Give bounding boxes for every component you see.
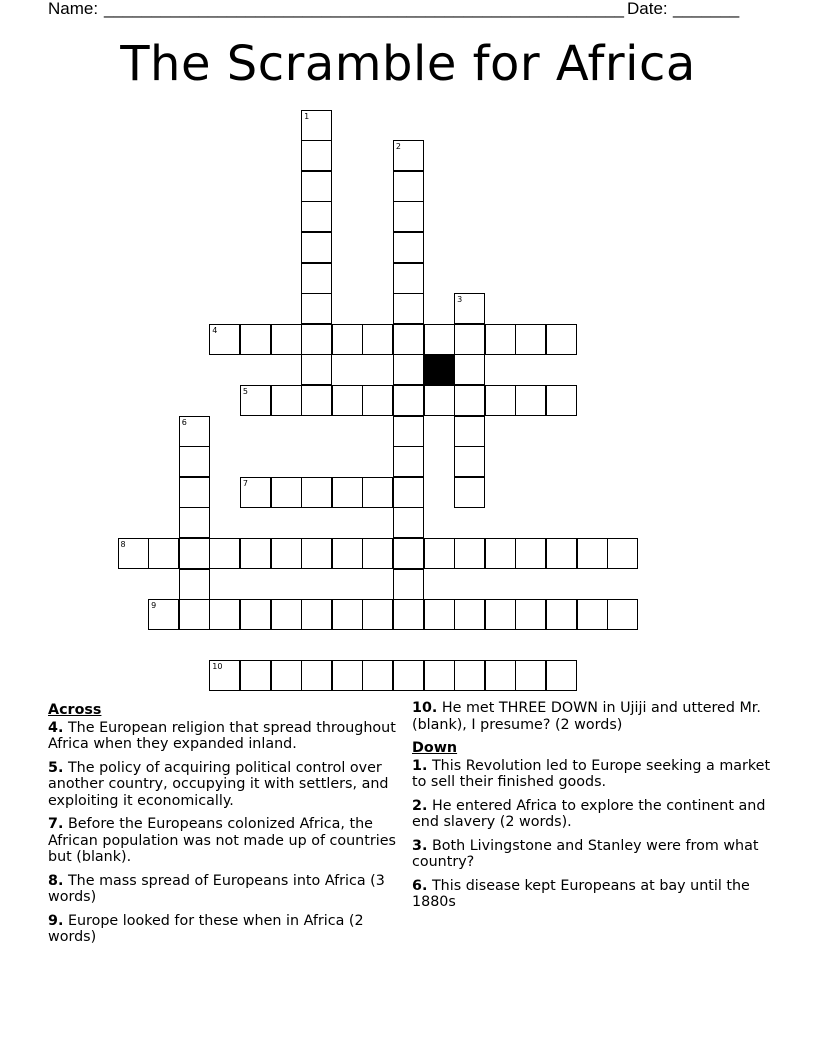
grid-cell[interactable] — [332, 324, 363, 355]
grid-clue-number: 1 — [304, 111, 310, 121]
grid-clue-number: 2 — [395, 142, 401, 152]
grid-cell[interactable] — [271, 599, 302, 630]
name-label: Name: — [48, 0, 99, 18]
grid-cell[interactable] — [209, 599, 240, 630]
grid-cell[interactable] — [393, 507, 424, 538]
clue-number: 8. — [48, 872, 64, 889]
clue-text: This Revolution led to Europe seeking a market to sell their finished goods. — [412, 757, 771, 790]
grid-cell[interactable] — [362, 599, 393, 630]
grid-cell[interactable] — [393, 263, 424, 294]
grid-clue-number: 10 — [212, 662, 223, 672]
grid-cell[interactable] — [271, 324, 302, 355]
grid-cell[interactable] — [515, 599, 546, 630]
grid-cell[interactable] — [332, 660, 363, 691]
page-title: The Scramble for Africa — [120, 36, 696, 92]
across-clue-list-continued — [412, 700, 772, 733]
clue-text: Both Livingstone and Stanley were from what country? — [412, 837, 759, 870]
clue-number: 6. — [412, 877, 428, 894]
grid-cell[interactable] — [301, 385, 332, 416]
clue-number: 1. — [412, 757, 428, 774]
grid-cell[interactable] — [301, 263, 332, 294]
down-clue — [412, 878, 772, 911]
grid-cell[interactable] — [301, 140, 332, 171]
grid-cell[interactable] — [393, 660, 424, 691]
grid-cell[interactable] — [546, 599, 577, 630]
grid-cell[interactable] — [393, 171, 424, 202]
clue-text: Before the Europeans colonized Africa, the African population was not made up of countries but (blank). — [48, 816, 396, 865]
grid-cell[interactable] — [393, 599, 424, 630]
grid-cell[interactable] — [393, 232, 424, 263]
grid-cell[interactable] — [301, 324, 332, 355]
grid-cell[interactable] — [515, 324, 546, 355]
clue-number: 7. — [48, 816, 64, 832]
grid-clue-number: 5 — [242, 386, 248, 396]
grid-cell[interactable] — [607, 538, 638, 569]
grid-cell[interactable] — [240, 660, 271, 691]
grid-cell[interactable] — [240, 599, 271, 630]
grid-cell[interactable] — [577, 599, 608, 630]
grid-cell[interactable] — [301, 538, 332, 569]
across-clue-list — [48, 720, 408, 946]
down-clue — [412, 838, 772, 871]
date-field[interactable]: _______ — [673, 0, 740, 18]
grid-cell[interactable] — [485, 324, 516, 355]
clue-text: He met THREE DOWN in Ujiji and uttered Mr. (blank), I presume? (2 words) — [412, 700, 761, 733]
grid-cell[interactable] — [454, 599, 485, 630]
grid-cell[interactable] — [393, 569, 424, 600]
grid-cell[interactable] — [148, 599, 179, 630]
grid-cell[interactable] — [454, 477, 485, 508]
grid-cell[interactable] — [607, 599, 638, 630]
grid-cell[interactable] — [515, 660, 546, 691]
grid-cell[interactable] — [301, 171, 332, 202]
grid-cell[interactable] — [454, 538, 485, 569]
grid-cell[interactable] — [301, 110, 332, 141]
grid-cell[interactable] — [179, 446, 210, 477]
grid-cell[interactable] — [301, 354, 332, 385]
grid-cell[interactable] — [362, 477, 393, 508]
grid-cell[interactable] — [240, 385, 271, 416]
grid-cell[interactable] — [301, 477, 332, 508]
grid-cell[interactable] — [454, 293, 485, 324]
grid-cell[interactable] — [393, 293, 424, 324]
clues-left-column — [48, 700, 408, 953]
across-clue — [412, 700, 772, 733]
clues-right-column — [412, 700, 772, 918]
clue-number: 9. — [48, 912, 64, 929]
grid-cell[interactable] — [301, 201, 332, 232]
grid-cell[interactable] — [362, 660, 393, 691]
clue-text: He entered Africa to explore the continent and end slavery (2 words). — [412, 797, 766, 830]
grid-clue-number: 6 — [181, 417, 187, 427]
grid-block-cell — [424, 354, 455, 385]
grid-cell[interactable] — [179, 416, 210, 447]
across-heading: Across — [48, 702, 102, 718]
grid-cell[interactable] — [179, 569, 210, 600]
name-field[interactable]: _______________________________________________________ — [104, 0, 625, 18]
grid-cell[interactable] — [240, 477, 271, 508]
down-clue — [412, 758, 772, 791]
grid-cell[interactable] — [179, 538, 210, 569]
grid-cell[interactable] — [301, 293, 332, 324]
grid-cell[interactable] — [454, 354, 485, 385]
grid-cell[interactable] — [362, 324, 393, 355]
clue-text: The European religion that spread throughout Africa when they expanded inland. — [48, 719, 396, 752]
grid-cell[interactable] — [240, 324, 271, 355]
down-heading: Down — [412, 740, 458, 756]
clue-text: The mass spread of Europeans into Africa (3 words) — [48, 872, 385, 905]
down-clue — [412, 798, 772, 831]
clue-text: The policy of acquiring political control over another country, occupying it with settlers, and exploiting it economically. — [48, 759, 389, 809]
grid-clue-number: 8 — [120, 539, 126, 549]
grid-cell[interactable] — [393, 140, 424, 171]
grid-cell[interactable] — [393, 324, 424, 355]
grid-cell[interactable] — [332, 477, 363, 508]
grid-cell[interactable] — [179, 599, 210, 630]
grid-cell[interactable] — [393, 446, 424, 477]
grid-cell[interactable] — [332, 385, 363, 416]
clue-number: 2. — [412, 797, 428, 814]
grid-clue-number: 4 — [212, 325, 218, 335]
grid-cell[interactable] — [546, 660, 577, 691]
across-clue — [48, 913, 408, 946]
grid-cell[interactable] — [301, 660, 332, 691]
grid-cell[interactable] — [271, 660, 302, 691]
grid-cell[interactable] — [393, 354, 424, 385]
grid-cell[interactable] — [515, 538, 546, 569]
grid-cell[interactable] — [454, 416, 485, 447]
grid-cell[interactable] — [577, 538, 608, 569]
grid-cell[interactable] — [454, 385, 485, 416]
date-label: Date: — [627, 0, 668, 18]
grid-cell[interactable] — [485, 538, 516, 569]
grid-cell[interactable] — [454, 324, 485, 355]
grid-cell[interactable] — [362, 538, 393, 569]
grid-cell[interactable] — [546, 538, 577, 569]
grid-cell[interactable] — [424, 385, 455, 416]
grid-clue-number: 9 — [151, 601, 157, 611]
clue-number: 4. — [48, 719, 64, 736]
grid-cell[interactable] — [301, 599, 332, 630]
grid-cell[interactable] — [118, 538, 149, 569]
grid-cell[interactable] — [240, 538, 271, 569]
across-clue — [48, 873, 408, 906]
down-clue-list — [412, 758, 772, 911]
grid-cell[interactable] — [332, 599, 363, 630]
grid-cell[interactable] — [454, 660, 485, 691]
grid-cell[interactable] — [424, 538, 455, 569]
across-clue — [48, 720, 408, 753]
grid-cell[interactable] — [546, 324, 577, 355]
grid-cell[interactable] — [393, 538, 424, 569]
grid-cell[interactable] — [393, 201, 424, 232]
grid-cell[interactable] — [485, 385, 516, 416]
grid-cell[interactable] — [271, 538, 302, 569]
grid-cell[interactable] — [179, 477, 210, 508]
grid-cell[interactable] — [454, 446, 485, 477]
grid-cell[interactable] — [362, 385, 393, 416]
grid-cell[interactable] — [179, 507, 210, 538]
clue-text: This disease kept Europeans at bay until the 1880s — [412, 877, 750, 910]
grid-cell[interactable] — [393, 385, 424, 416]
clue-number: 10. — [412, 700, 438, 716]
grid-cell[interactable] — [515, 385, 546, 416]
grid-cell[interactable] — [271, 477, 302, 508]
across-clue — [48, 816, 408, 866]
grid-cell[interactable] — [546, 385, 577, 416]
grid-cell[interactable] — [424, 324, 455, 355]
grid-cell[interactable] — [209, 324, 240, 355]
grid-cell[interactable] — [148, 538, 179, 569]
grid-cell[interactable] — [485, 660, 516, 691]
grid-cell[interactable] — [209, 538, 240, 569]
grid-cell[interactable] — [485, 599, 516, 630]
clue-text: Europe looked for these when in Africa (2 words) — [48, 912, 364, 945]
grid-cell[interactable] — [393, 416, 424, 447]
grid-clue-number: 7 — [242, 478, 248, 488]
grid-cell[interactable] — [424, 660, 455, 691]
grid-clue-number: 3 — [457, 295, 463, 305]
grid-cell[interactable] — [271, 385, 302, 416]
clue-number: 3. — [412, 837, 428, 854]
grid-cell[interactable] — [301, 232, 332, 263]
across-clue — [48, 760, 408, 810]
grid-cell[interactable] — [332, 538, 363, 569]
grid-cell[interactable] — [209, 660, 240, 691]
grid-cell[interactable] — [424, 599, 455, 630]
clue-number: 5. — [48, 759, 64, 776]
grid-cell[interactable] — [393, 477, 424, 508]
